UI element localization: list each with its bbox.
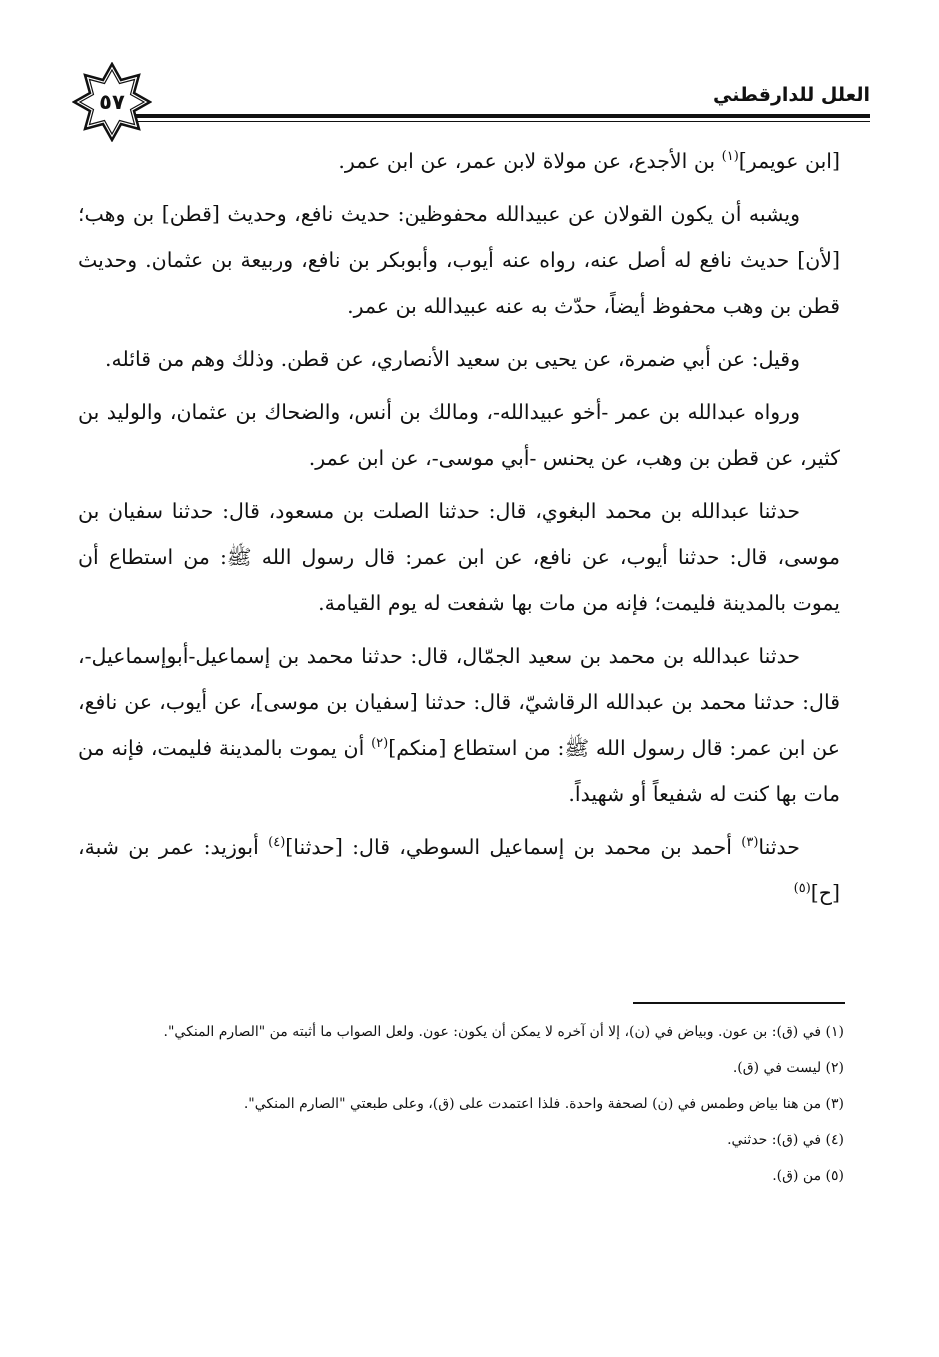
- paragraph-text: ورواه عبدالله بن عمر -أخو عبيدالله-، ومالك بن أنس، والضحاك بن عثمان، والوليد بن كثير، عن قطن بن وهب، عن يحنس -أبي موسى-، عن ابن عمر.: [78, 400, 840, 470]
- footnote-reference: (١): [721, 149, 739, 165]
- footnote-reference: (٤): [268, 835, 286, 851]
- paragraph: [78, 138, 840, 184]
- paragraph-text: وقيل: عن أبي ضمرة، عن يحيى بن سعيد الأنصاري، عن قطن. وذلك وهم من قائله.: [105, 347, 800, 371]
- page-number: ٥٧: [99, 90, 125, 114]
- paragraph: [78, 389, 840, 481]
- page-header: [72, 62, 870, 144]
- footnote-separator: [633, 1002, 845, 1004]
- paragraph-text: حدثنا عبدالله بن محمد البغوي، قال: حدثنا الصلت بن مسعود، قال: حدثنا سفيان بن موسى، قال: حدثنا أيوب، عن نافع، عن ابن عمر: قال رسول الله ﷺ: من استطاع أن يموت بالمدينة فليمت؛ فإنه من مات بها شفعت له يوم القيامة.: [78, 499, 840, 615]
- footnote-reference: (٣): [741, 835, 759, 851]
- paragraph-text: أبوزيد: عمر بن شبة، [ح]: [78, 835, 840, 905]
- paragraph-text: حدثنا عبدالله بن محمد بن سعيد الجمّال، قال: حدثنا محمد بن إسماعيل-أبوإسماعيل-، قال: حدثنا محمد بن عبدالله الرقاشيّ، قال: حدثنا [سفيان بن موسى]، عن أيوب، عن نافع، عن ابن عمر: قال رسول الله ﷺ: من استطاع [منكم]: [78, 644, 841, 760]
- footnote-reference: (٥): [793, 881, 811, 897]
- paragraph-text: حدثنا: [758, 835, 800, 859]
- header-rule-thin: [136, 121, 870, 122]
- book-title: العلل للدارقطني: [713, 84, 870, 106]
- footnote-item: (٥) من (ق).: [772, 1168, 844, 1184]
- paragraph-text: ويشبه أن يكون القولان عن عبيدالله محفوظين: حديث نافع، وحديث [قطن] بن وهب؛ [لأن] حديث نافع له أصل عنه، رواه عنه أيوب، وأبوبكر بن نافع، وربيعة بن عثمان. وحديث قطن بن وهب محفوظ أيضاً، حدّث به عنه عبيدالله بن عمر.: [78, 202, 840, 318]
- header-rule-thick: [136, 114, 870, 118]
- paragraph: [78, 336, 840, 382]
- footnote-item: (٣) من هنا بياض وطمس في (ن) لصحفة واحدة. فلذا اعتمدت على (ق)، وعلى طبعتي "الصارم المنكي".: [243, 1096, 844, 1112]
- footnote-reference: (٢): [371, 736, 389, 752]
- footnote-item: (٢) ليست في (ق).: [732, 1060, 844, 1076]
- footnotes: [80, 1014, 844, 1194]
- paragraph: [78, 191, 840, 329]
- paragraph: [78, 488, 840, 626]
- paragraph-text: [ابن عويمر]: [738, 149, 840, 173]
- main-text: [78, 138, 840, 923]
- footnote-item: (١) في (ق): بن عون. وبياض في (ن)، إلا أن آخره لا يمكن أن يكون: عون. ولعل الصواب ما أثبته من "الصارم المنكي".: [163, 1024, 844, 1040]
- footnote-item: (٤) في (ق): حدثني.: [727, 1132, 844, 1148]
- paragraph-text: أن يموت بالمدينة فليمت، فإنه من مات بها كنت له شفيعاً أو شهيداً.: [78, 736, 840, 806]
- paragraph: [78, 633, 840, 817]
- paragraph-text: بن الأجدع، عن مولاة لابن عمر، عن ابن عمر.: [338, 149, 722, 173]
- page-number-badge: [72, 62, 152, 142]
- paragraph-text: أحمد بن محمد بن إسماعيل السوطي، قال: [حدثنا]: [285, 835, 742, 859]
- paragraph: [78, 824, 840, 916]
